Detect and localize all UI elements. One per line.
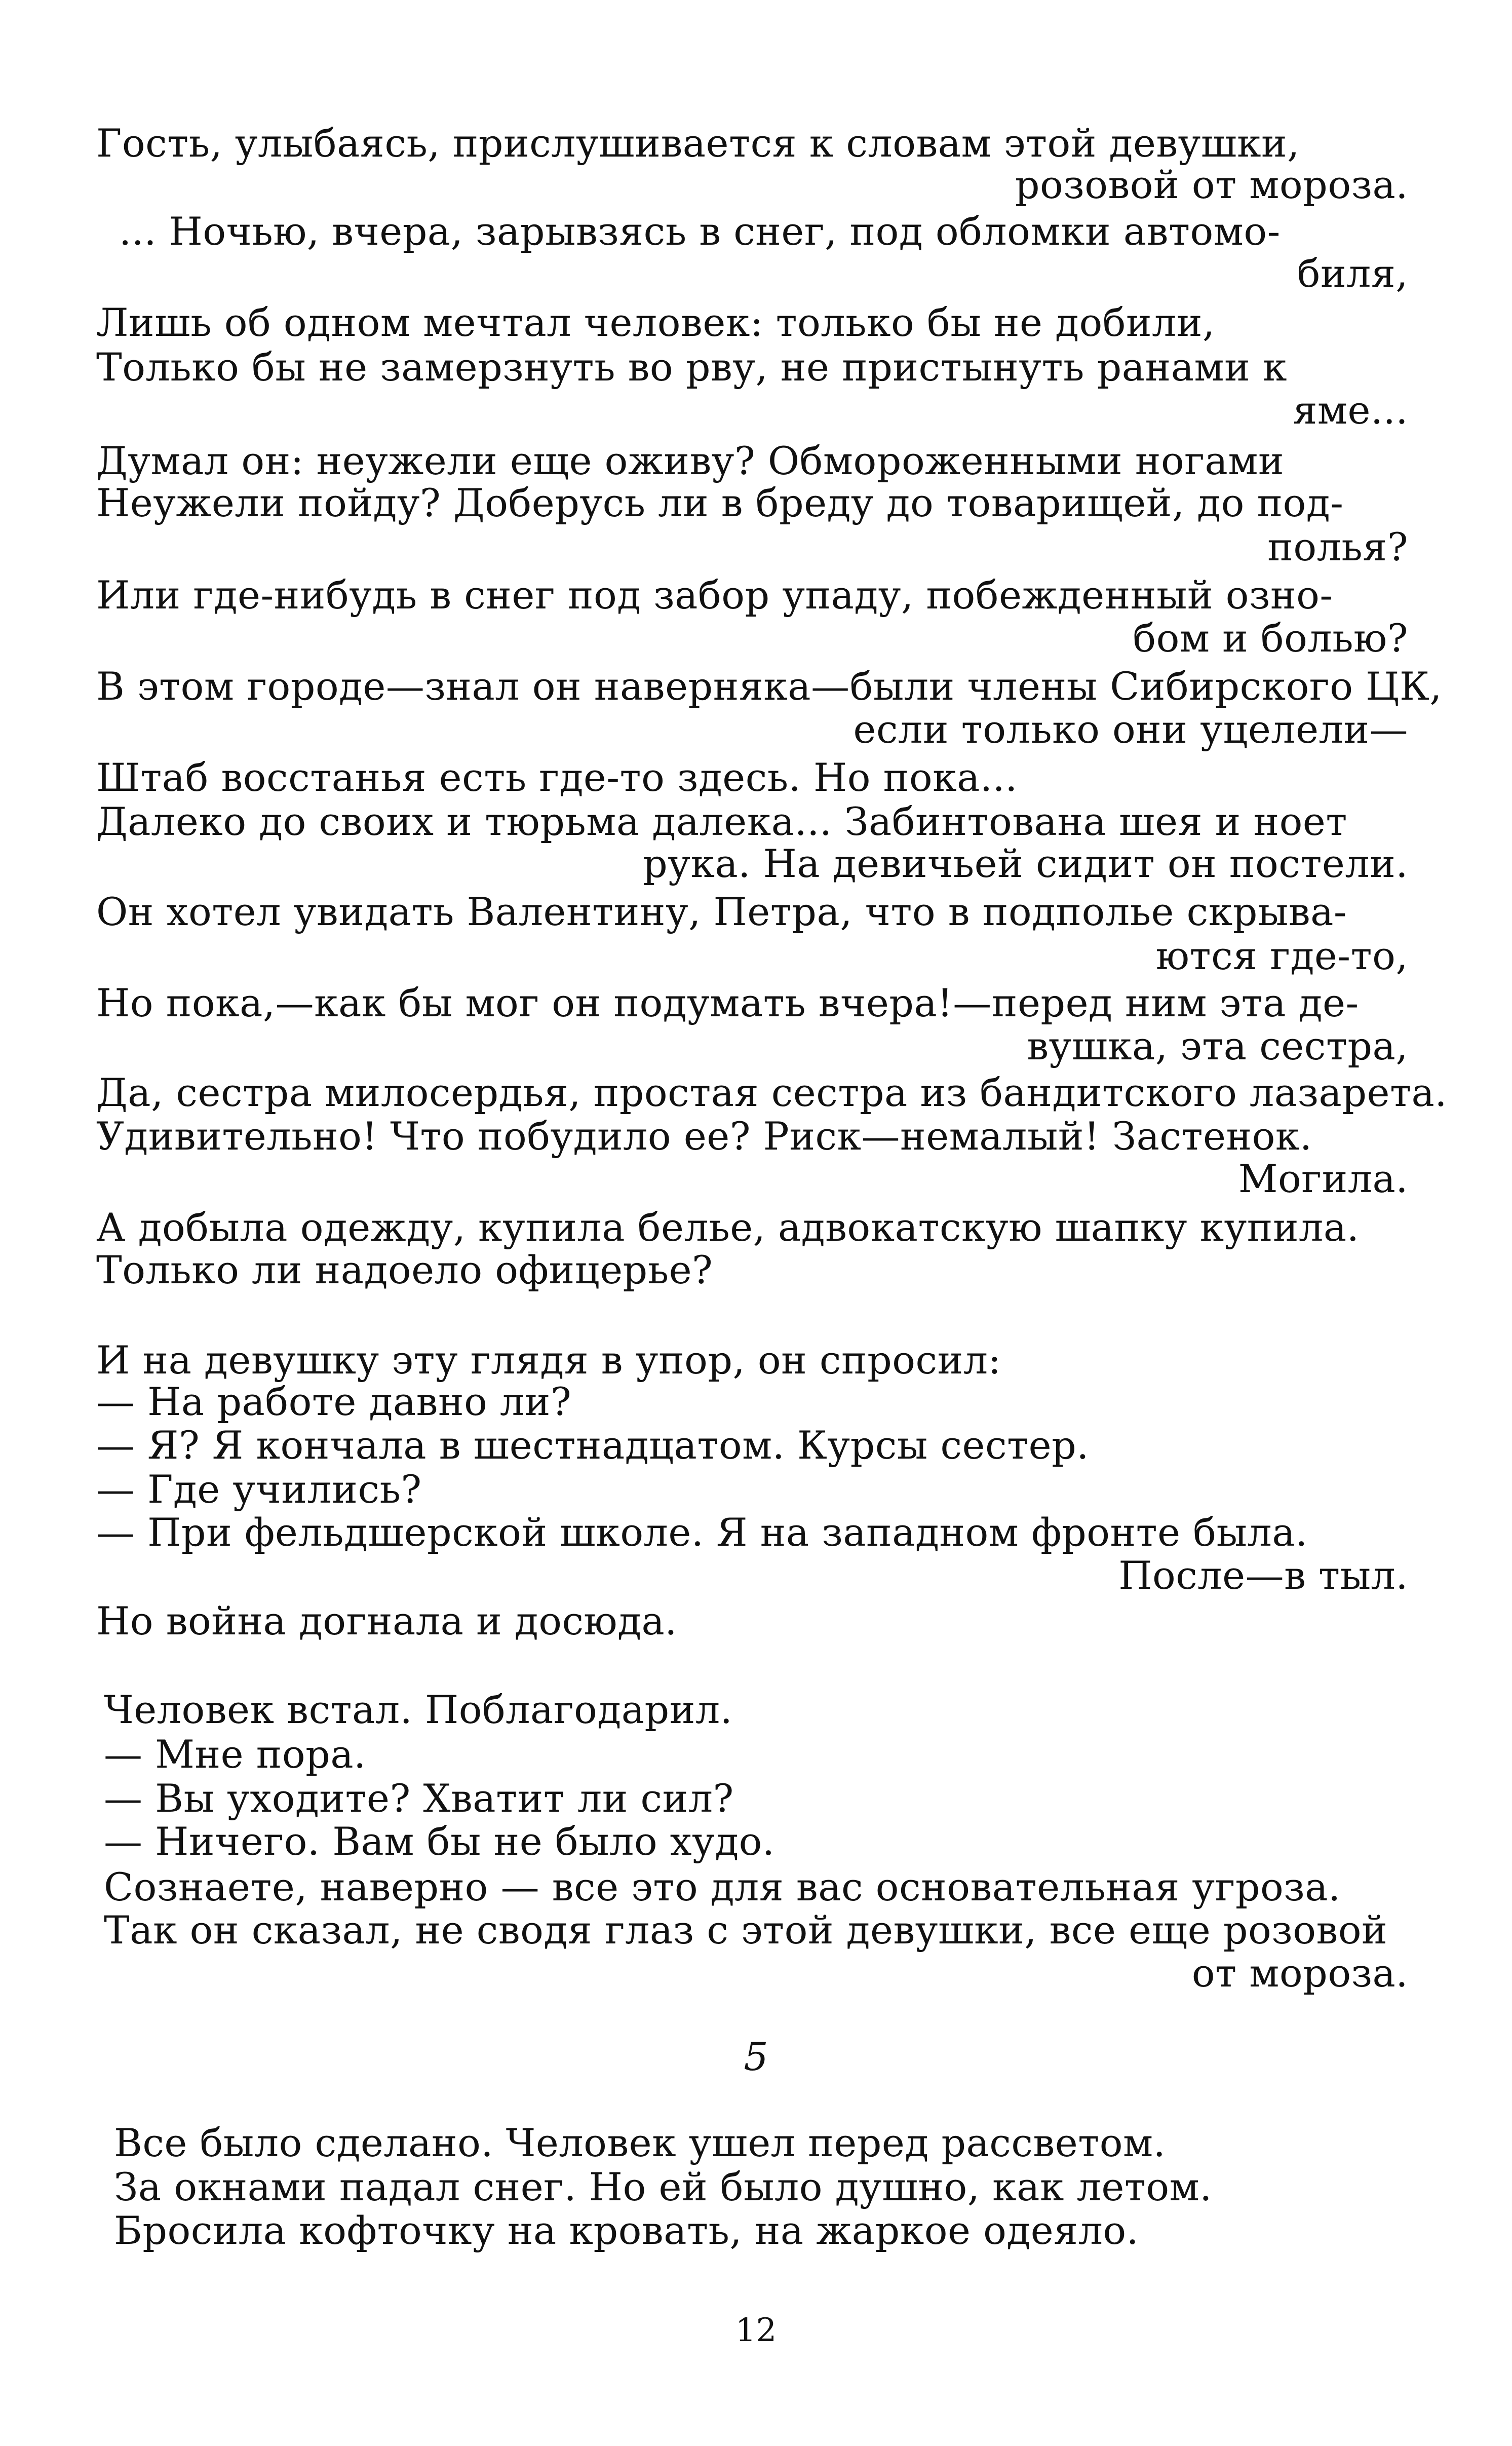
- dialogue-line: — При фельдшерской школе. Я на западном фронте была.: [96, 1510, 1308, 1555]
- poem-line-continuation: вушка, эта сестра,: [1027, 1023, 1408, 1068]
- dialogue-line: — Я? Я кончала в шестнадцатом. Курсы сестер.: [96, 1423, 1089, 1468]
- poem-line: Или где-нибудь в снег под забор упаду, побежденный озно-: [96, 572, 1333, 618]
- dialogue-line: — Мне пора.: [104, 1732, 366, 1777]
- poem-line: А добыла одежду, купила белье, адвокатскую шапку купила.: [96, 1205, 1360, 1250]
- poem-line: ... Ночью, вчера, зарывзясь в снег, под обломки автомо-: [119, 209, 1281, 254]
- section-number: 5: [744, 2034, 768, 2079]
- poem-line: Далеко до своих и тюрьма далека... Забинтована шея и ноет: [96, 799, 1347, 844]
- poem-line: В этом городе—знал он наверняка—были члены Сибирского ЦК,: [96, 664, 1442, 709]
- page-number: 12: [735, 2312, 777, 2349]
- poem-line: Удивительно! Что побудило ее? Риск—немалый! Застенок.: [96, 1114, 1312, 1159]
- poem-line: Так он сказал, не сводя глаз с этой девушки, все еще розовой: [104, 1907, 1388, 1953]
- poem-line: Все было сделано. Человек ушел перед рассветом.: [114, 2120, 1166, 2165]
- poem-line: Только ли надоело офицерье?: [96, 1247, 713, 1292]
- poem-line: Да, сестра милосердья, простая сестра из бандитского лазарета.: [96, 1070, 1447, 1115]
- poem-line-continuation: рука. На девичьей сидит он постели.: [643, 841, 1408, 886]
- poem-line-continuation: ются где-то,: [1155, 933, 1408, 978]
- poem-line: Неужели пойду? Доберусь ли в бреду до товарищей, до под-: [96, 480, 1344, 525]
- poem-line-continuation: розовой от мороза.: [1015, 162, 1408, 207]
- poem-line: За окнами падал снег. Но ей было душно, как летом.: [114, 2164, 1212, 2209]
- poem-line: Думал он: неужели еще оживу? Обмороженными ногами: [96, 438, 1285, 483]
- poem-line-continuation: Могила.: [1238, 1156, 1408, 1201]
- poem-line-continuation: от мороза.: [1191, 1951, 1408, 1996]
- dialogue-line: — На работе давно ли?: [96, 1379, 572, 1424]
- poem-line-continuation: если только они уцелели—: [853, 707, 1408, 752]
- poem-line-continuation: яме...: [1293, 388, 1408, 433]
- poem-line-continuation: полья?: [1267, 524, 1408, 569]
- poem-line: Только бы не замерзнуть во рву, не пристынуть ранами к: [96, 345, 1287, 390]
- poem-line: Но пока,—как бы мог он подумать вчера!—перед ним эта де-: [96, 980, 1359, 1025]
- poem-line: Гость, улыбаясь, прислушивается к словам этой девушки,: [96, 121, 1300, 166]
- poem-line-continuation: биля,: [1297, 251, 1408, 296]
- poem-line: Лишь об одном мечтал человек: только бы не добили,: [96, 300, 1215, 345]
- poem-line-continuation: После—в тыл.: [1118, 1553, 1408, 1598]
- dialogue-line: — Ничего. Вам бы не было худо.: [104, 1819, 775, 1864]
- poem-line: И на девушку эту глядя в упор, он спросил:: [96, 1337, 1001, 1383]
- poem-line: Штаб восстанья есть где-то здесь. Но пока...: [96, 755, 1018, 800]
- poem-line: Бросила кофточку на кровать, на жаркое одеяло.: [114, 2208, 1139, 2253]
- poem-line: Но война догнала и досюда.: [96, 1598, 677, 1644]
- dialogue-line: — Где учились?: [96, 1467, 422, 1512]
- poem-line: Человек встал. Поблагодарил.: [104, 1687, 733, 1732]
- poem-line: Он хотел увидать Валентину, Петра, что в подполье скрыва-: [96, 889, 1347, 934]
- poem-line: Сознаете, наверно — все это для вас основательная угроза.: [104, 1864, 1341, 1909]
- poem-line-continuation: бом и болью?: [1133, 616, 1408, 661]
- dialogue-line: — Вы уходите? Хватит ли сил?: [104, 1776, 734, 1821]
